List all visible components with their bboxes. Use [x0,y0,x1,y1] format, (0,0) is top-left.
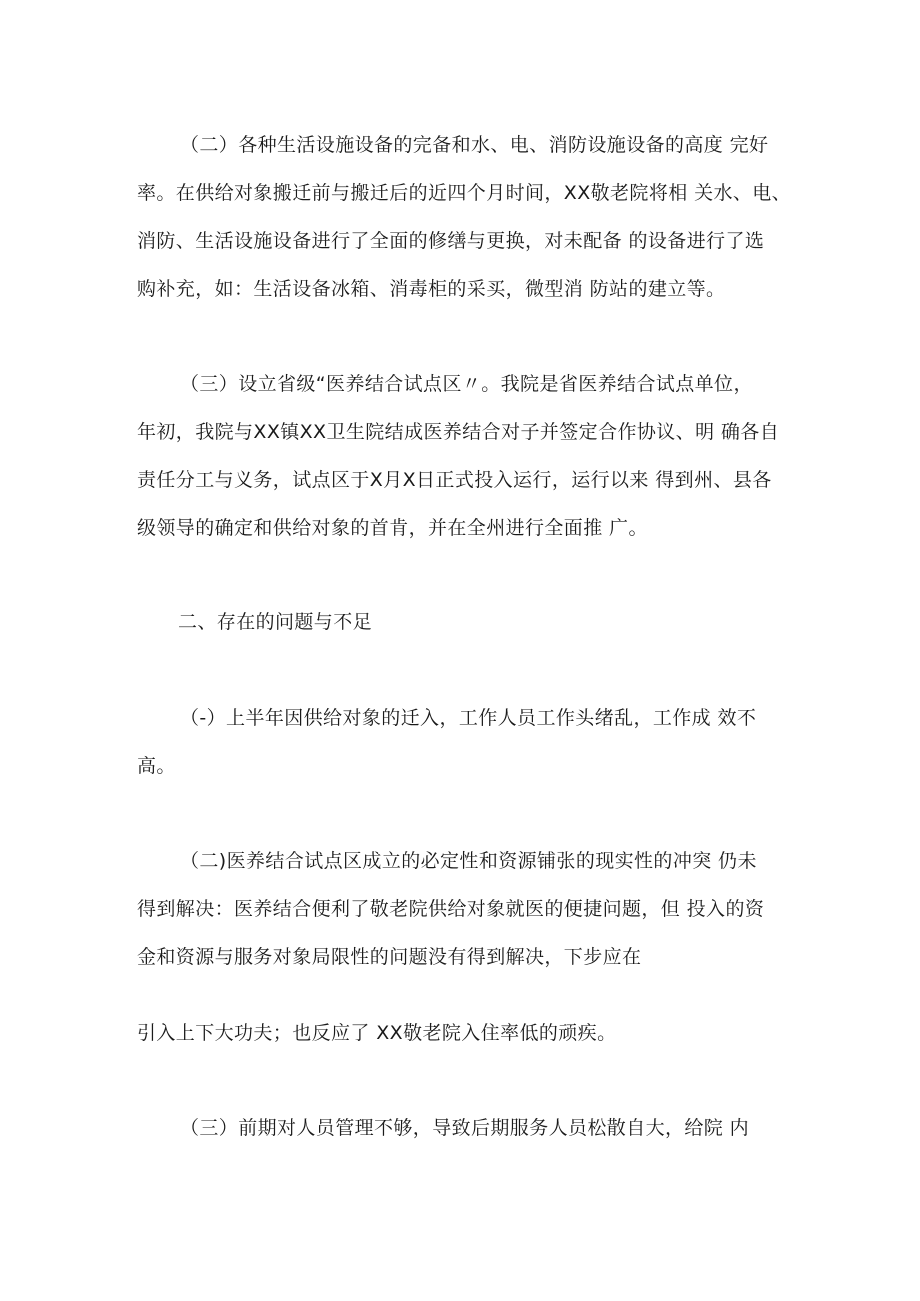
paragraph-line: 得到解决：医养结合便利了敬老院供给对象就医的便捷问题，但 投入的资 [137,898,765,920]
paragraph-line: 购补充，如：生活设备冰箱、消毒柜的采买，微型消 防站的建立等。 [137,278,726,300]
paragraph-line: （三）前期对人员管理不够，导致后期服务人员松散自大，给院 内 [180,1117,750,1139]
paragraph-line: 金和资源与服务对象局限性的问题没有得到解决，下步应在 [137,946,642,968]
paragraph-line: 高。 [137,755,176,777]
paragraph-line: 率。在供给对象搬迁前与搬迁后的近四个月时间，XX敬老院将相 关水、电、 [137,182,792,204]
paragraph-line: 引入上下大功夫；也反应了 XX敬老院入住率低的顽疾。 [137,1022,617,1044]
paragraph-line: 年初，我院与XX镇XX卫生院结成医养结合对子并签定合作协议、明 确各自 [137,421,780,443]
paragraph-line: （三）设立省级“医养结合试点区〃。我院是省医养结合试点单位， [180,373,753,395]
section-heading: 二、存在的问题与不足 [178,611,373,633]
paragraph-line: （二）各种生活设施设备的完备和水、电、消防设施设备的高度 完好 [180,134,769,156]
paragraph-line: 责任分工与义务，试点区于X月X日正式投入运行，运行以来 得到州、县各 [137,469,772,491]
paragraph-line: 级领导的确定和供给对象的首肯，并在全州进行全面推 广。 [137,517,648,539]
paragraph-line: （-）上半年因供给对象的迁入，工作人员工作头绪乱，工作成 效不 [180,707,757,729]
paragraph-line: 消防、生活设施设备进行了全面的修缮与更换，对未配备 的设备进行了选 [137,230,765,252]
paragraph-line: （二)医养结合试点区成立的必定性和资源铺张的现实性的冲突 仍未 [180,850,757,872]
